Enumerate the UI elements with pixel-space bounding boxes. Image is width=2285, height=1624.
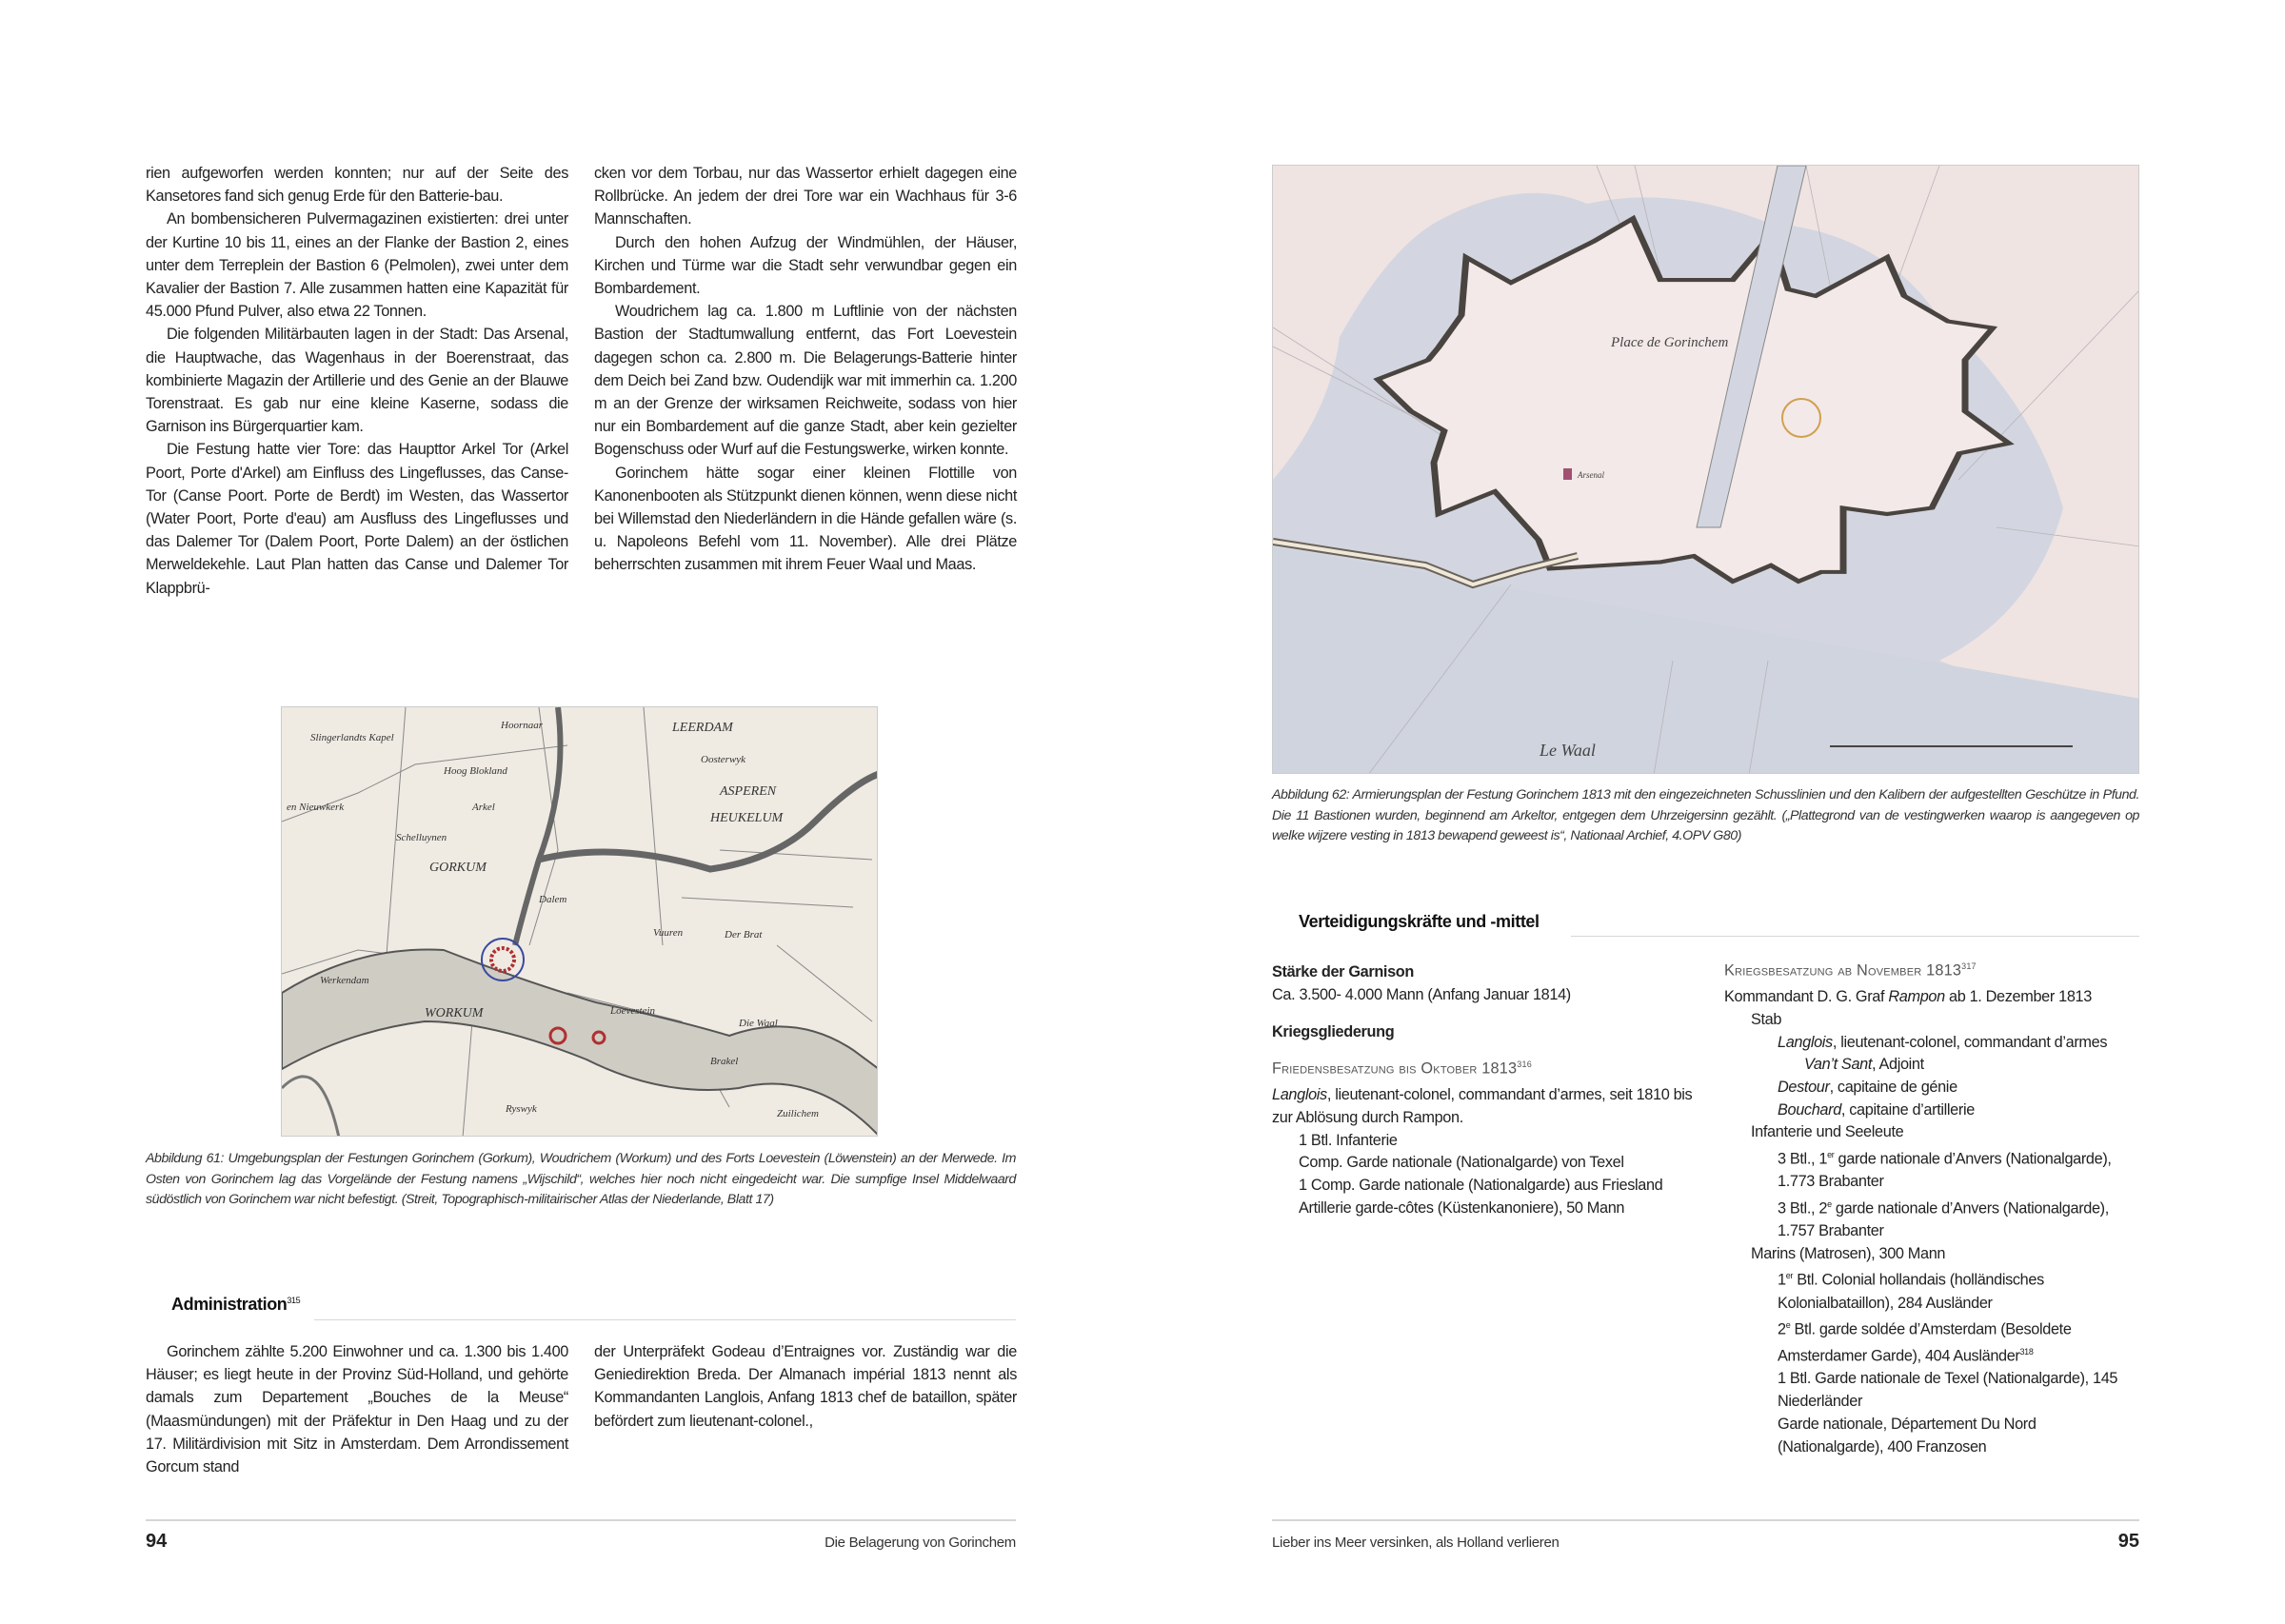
map-label: Brakel	[710, 1056, 739, 1067]
footnote-ref: 317	[1961, 961, 1977, 971]
arsenal-marker	[1563, 468, 1572, 480]
map-label: WORKUM	[425, 1006, 484, 1020]
map-label: Der Brat	[725, 929, 763, 941]
map-label: Werkendam	[320, 975, 369, 986]
ordinal-suffix: e	[1827, 1198, 1832, 1209]
item-prefix: 2	[1778, 1320, 1786, 1338]
list-item	[1724, 1368, 2143, 1413]
list-item	[1724, 1194, 2143, 1243]
paragraph: Woudrichem lag ca. 1.800 m Luftlinie von der nächsten Bastion der Stadtumwallung entfernt, das Fort Loevestein dagegen schon ca. 2.800 m. Die Belagerungs-Batterie hinter dem Deich bei Zand bzw. Oudendijk war mit immerhin ca. 1.200 m an der Grenze der wirksamen Reichweite, sodass von hier nur ein Bombardement auf die ganze Stadt, aber kein gezielter Bogenschuss oder Wurf auf die Festungswerke, wirken konnte.	[594, 303, 1017, 459]
list-item	[1724, 1077, 2143, 1099]
list-item	[1724, 1099, 2143, 1122]
administration-rule	[314, 1319, 1016, 1320]
running-title-right: Lieber ins Meer versinken, als Holland verlieren	[1272, 1535, 1560, 1551]
paragraph: Gorinchem hätte sogar einer kleinen Flottille von Kanonenbooten als Stützpunkt dienen können, wenn diese nicht bei Willemstad den Niederländern in die Hände gefallen wäre (s. u. Napoleons Befehl vom 11. November). Alle drei Plätze beherrschten zusammen mit ihrem Feuer Waal und Maas.	[594, 464, 1017, 574]
map-label: Arsenal	[1578, 470, 1604, 480]
item-text: , lieutenant-colonel, commandant d’armes	[1832, 1033, 2108, 1051]
figure-61-map	[281, 706, 878, 1137]
list-item	[1724, 1009, 2143, 1032]
paragraph: cken vor dem Torbau, nur das Wassertor erhielt dagegen eine Rollbrücke. An jedem der drei Tore war ein Wachhaus für 3-6 Mannschaften.	[594, 165, 1017, 228]
krieg-heading-text: Kriegsbesatzung ab November 1813	[1724, 961, 1962, 980]
list-item	[1724, 1054, 2143, 1077]
krieg-list	[1724, 986, 2143, 1458]
section-heading: Verteidigungskräfte und -mittel	[1299, 912, 1540, 931]
topographic-map	[282, 707, 878, 1137]
item-text: garde nationale d’Anvers (Nationalgarde), 1.757 Brabanter	[1778, 1199, 2109, 1239]
page-number-right: 95	[2117, 1531, 2139, 1552]
paragraph: Die folgenden Militärbauten lagen in der Stadt: Das Arsenal, die Hauptwache, das Wagenhaus in der Boerenstraat, das kombinierte Magazin der Artillerie und des Genie an der Blauwe Torenstraat. Es gab nur eine kleine Kaserne, sodass die Garnison ins Bürgerquartier kam.	[146, 326, 568, 436]
item-text: Infanterie und Seeleute	[1751, 1123, 1904, 1141]
fortress-plan	[1273, 166, 2139, 774]
item-prefix: 3 Btl., 2	[1778, 1199, 1828, 1218]
ordinal-suffix: e	[1785, 1320, 1791, 1331]
running-title-left: Die Belagerung von Gorinchem	[825, 1535, 1016, 1551]
list-item	[1724, 1243, 2143, 1266]
person-name: Langlois	[1778, 1033, 1833, 1051]
map-label: Loevestein	[610, 1005, 656, 1017]
admin-column-2	[594, 1340, 1017, 1433]
list-item	[1724, 1315, 2143, 1368]
map-label: HEUKELUM	[710, 811, 784, 825]
map-label: Ryswyk	[506, 1103, 537, 1115]
item-text: Garde nationale, Département Du Nord (Nationalgarde), 400 Franzosen	[1778, 1415, 2037, 1456]
map-label: LEERDAM	[672, 721, 733, 735]
map-label: Vuuren	[653, 927, 684, 939]
figure-61-caption: Abbildung 61: Umgebungsplan der Festungen Gorinchem (Gorkum), Woudrichem (Workum) und des Forts Loevestein (Löwenstein) an der Merwede. Im Osten von Gorinchem lag das Vorgelände der Festung namens „Wijschild“, welches hier noch nicht eingedeicht war. Die sumpfige Insel Middelwaard südöstlich von Gorinchem war nicht befestigt. (Streit, Topographisch-militairischer Atlas der Niederlande, Blatt 17)	[146, 1151, 1016, 1207]
staerke-heading: Stärke der Garnison	[1272, 963, 1414, 980]
person-name: Bouchard	[1778, 1100, 1841, 1119]
item-text: , lieutenant-colonel, commandant d’armes, seit 1810 bis zur Ablösung durch Rampon.	[1272, 1086, 1693, 1126]
figure-62-caption: Abbildung 62: Armierungsplan der Festung Gorinchem 1813 mit den eingezeichneten Schusslinien und den Kalibern der aufgestellten Geschütze in Pfund. Die 11 Bastionen wurden, beginnend am Arkeltor, entgegen dem Uhrzeigersinn gezählt. („Plattegrond van de vestingwerken waarop is aangegeven op welke wijzere vesting in 1813 bewapend geweest is“, Nationaal Archief, 4.OPV G80)	[1272, 787, 2139, 843]
page-number-left: 94	[146, 1531, 168, 1552]
item-text: Comp. Garde nationale (Nationalgarde) von Texel	[1299, 1154, 1624, 1172]
list-item	[1724, 1032, 2143, 1055]
left-footer-rule	[146, 1519, 1016, 1521]
paragraph: Die Festung hatte vier Tore: das Haupttor Arkel Tor (Arkel Poort, Porte d'Arkel) am Einfluss des Lingeflusses, das Canse-Tor (Canse Poort. Porte de Berdt) im Westen, das Wassertor (Water Poort, Porte d'eau) am Ausfluss des Lingeflusses und das Dalemer Tor (Dalem Poort, Porte Dalem) an der östlichen Merweldekehle. Laut Plan hatten das Canse und Dalemer Tor Klappbrü-	[146, 441, 568, 597]
administration-heading-text: Administration	[171, 1295, 288, 1314]
item-text: garde nationale d’Anvers (Nationalgarde), 1.773 Brabanter	[1778, 1150, 2112, 1191]
left-text-column-2	[594, 162, 1017, 577]
item-prefix: 3 Btl., 1	[1778, 1150, 1828, 1168]
map-label: Place de Gorinchem	[1611, 335, 1729, 350]
admin-paragraph-2: der Unterpräfekt Godeau d’Entraignes vor. Zuständig war die Geniedirektion Breda. Der Almanach impérial 1813 nennt als Kommandanten Langlois, Anfang 1813 chef de bataillon, später befördert zum lieutenant-colonel.,	[594, 1343, 1017, 1430]
figure-62-fortress-plan	[1272, 165, 2139, 774]
frieden-heading	[1272, 1054, 1700, 1080]
paragraph: An bombensicheren Pulvermagazinen existierten: drei unter der Kurtine 10 bis 11, eines an der Flanke der Bastion 2, eines unter dem Terreplein der Bastion 6 (Pelmolen), zwei unter dem Kavalier der Bastion 7. Alle zusammen hatten eine Kapazität für 45.000 Pfund Pulver, also etwa 22 Tonnen.	[146, 210, 568, 321]
admin-paragraph-1: Gorinchem zählte 5.200 Einwohner und ca. 1.300 bis 1.400 Häuser; es liegt heute in der Provinz Süd-Holland, und gehörte damals zum Departement „Bouches de la Meuse“ (Maasmündungen) mit der Präfektur in Den Haag und zu der 17. Militärdivision mit Sitz in Amsterdam. Dem Arrondissement Gorcum stand	[146, 1343, 568, 1476]
list-item	[1724, 1121, 2143, 1144]
map-label: Arkel	[472, 802, 495, 813]
item-text: , Adjoint	[1872, 1056, 1924, 1074]
map-label: Hoog Blokland	[444, 765, 507, 777]
map-label: Slingerlandts Kapel	[310, 732, 394, 743]
garrison-column	[1272, 958, 1700, 1219]
map-label: Die Waal	[739, 1018, 778, 1029]
item-text: ab 1. Dezember 1813	[1944, 988, 2092, 1006]
item-text: Artillerie garde-côtes (Küstenkanoniere), 50 Mann	[1299, 1198, 1625, 1217]
ordinal-suffix: er	[1827, 1150, 1835, 1160]
staerke-text: Ca. 3.500- 4.000 Mann (Anfang Januar 1814)	[1272, 985, 1571, 1003]
list-item	[1724, 1265, 2143, 1315]
map-label: GORKUM	[429, 861, 487, 875]
section-rule	[1571, 936, 2139, 937]
person-name: Van’t Sant	[1804, 1056, 1873, 1074]
paragraph: Durch den hohen Aufzug der Windmühlen, der Häuser, Kirchen und Türme war die Stadt sehr verwundbar gegen ein Bombardement.	[594, 233, 1017, 298]
item-text: Marins (Matrosen), 300 Mann	[1751, 1244, 1946, 1262]
item-prefix: 1	[1778, 1271, 1786, 1289]
map-label: Hoornaar	[501, 720, 544, 731]
right-footer-rule	[1272, 1519, 2139, 1521]
person-name: Destour	[1778, 1078, 1830, 1096]
admin-column-1	[146, 1340, 568, 1478]
list-item	[1272, 1198, 1700, 1220]
footnote-ref: 315	[287, 1296, 301, 1305]
map-label: Zuilichem	[777, 1108, 819, 1119]
list-item	[1724, 986, 2143, 1009]
map-label: en Nieuwkerk	[287, 802, 345, 813]
list-item	[1724, 1144, 2143, 1194]
administration-heading	[171, 1295, 300, 1315]
map-label: Schelluynen	[396, 832, 447, 843]
item-text: , capitaine de génie	[1829, 1078, 1957, 1096]
item-text: Btl. Colonial hollandais (holländisches Kolonialbataillon), 284 Ausländer	[1778, 1271, 2044, 1312]
map-label: ASPEREN	[720, 784, 777, 799]
list-item	[1272, 1175, 1700, 1198]
list-item	[1272, 1084, 1700, 1129]
item-text: 1 Btl. Infanterie	[1299, 1131, 1398, 1149]
item-text: 1 Comp. Garde nationale (Nationalgarde) aus Friesland	[1299, 1177, 1663, 1195]
left-text-column-1	[146, 162, 568, 600]
footnote-ref: 318	[2019, 1347, 2034, 1357]
list-item	[1724, 1414, 2143, 1458]
war-garrison-column	[1724, 956, 2143, 1458]
person-name: Rampon	[1888, 988, 1945, 1006]
list-item	[1272, 1130, 1700, 1153]
ordinal-suffix: er	[1785, 1271, 1794, 1281]
kriegsgliederung-heading: Kriegsgliederung	[1272, 1023, 1395, 1041]
item-prefix: Kommandant D. G. Graf	[1724, 988, 1889, 1006]
item-text: , capitaine d’artillerie	[1840, 1100, 1975, 1119]
footnote-ref: 316	[1517, 1060, 1532, 1070]
map-label: Dalem	[539, 894, 567, 905]
item-text: Btl. garde soldée d’Amsterdam (Besoldete Amsterdamer Garde), 404 Ausländer	[1778, 1320, 2072, 1365]
frieden-heading-text: Friedensbesatzung bis Oktober 1813	[1272, 1060, 1518, 1078]
item-text: Stab	[1751, 1010, 1782, 1028]
paragraph: rien aufgeworfen werden konnten; nur auf der Seite des Kansetores fand sich genug Erde für den Batterie-bau.	[146, 165, 568, 206]
frieden-list	[1272, 1084, 1700, 1219]
krieg-heading	[1724, 956, 2143, 982]
item-text: 1 Btl. Garde nationale de Texel (Nationalgarde), 145 Niederländer	[1778, 1370, 2118, 1411]
map-label: Le Waal	[1540, 741, 1596, 760]
person-name: Langlois	[1272, 1086, 1327, 1104]
map-label: Oosterwyk	[701, 754, 746, 765]
list-item	[1272, 1152, 1700, 1175]
